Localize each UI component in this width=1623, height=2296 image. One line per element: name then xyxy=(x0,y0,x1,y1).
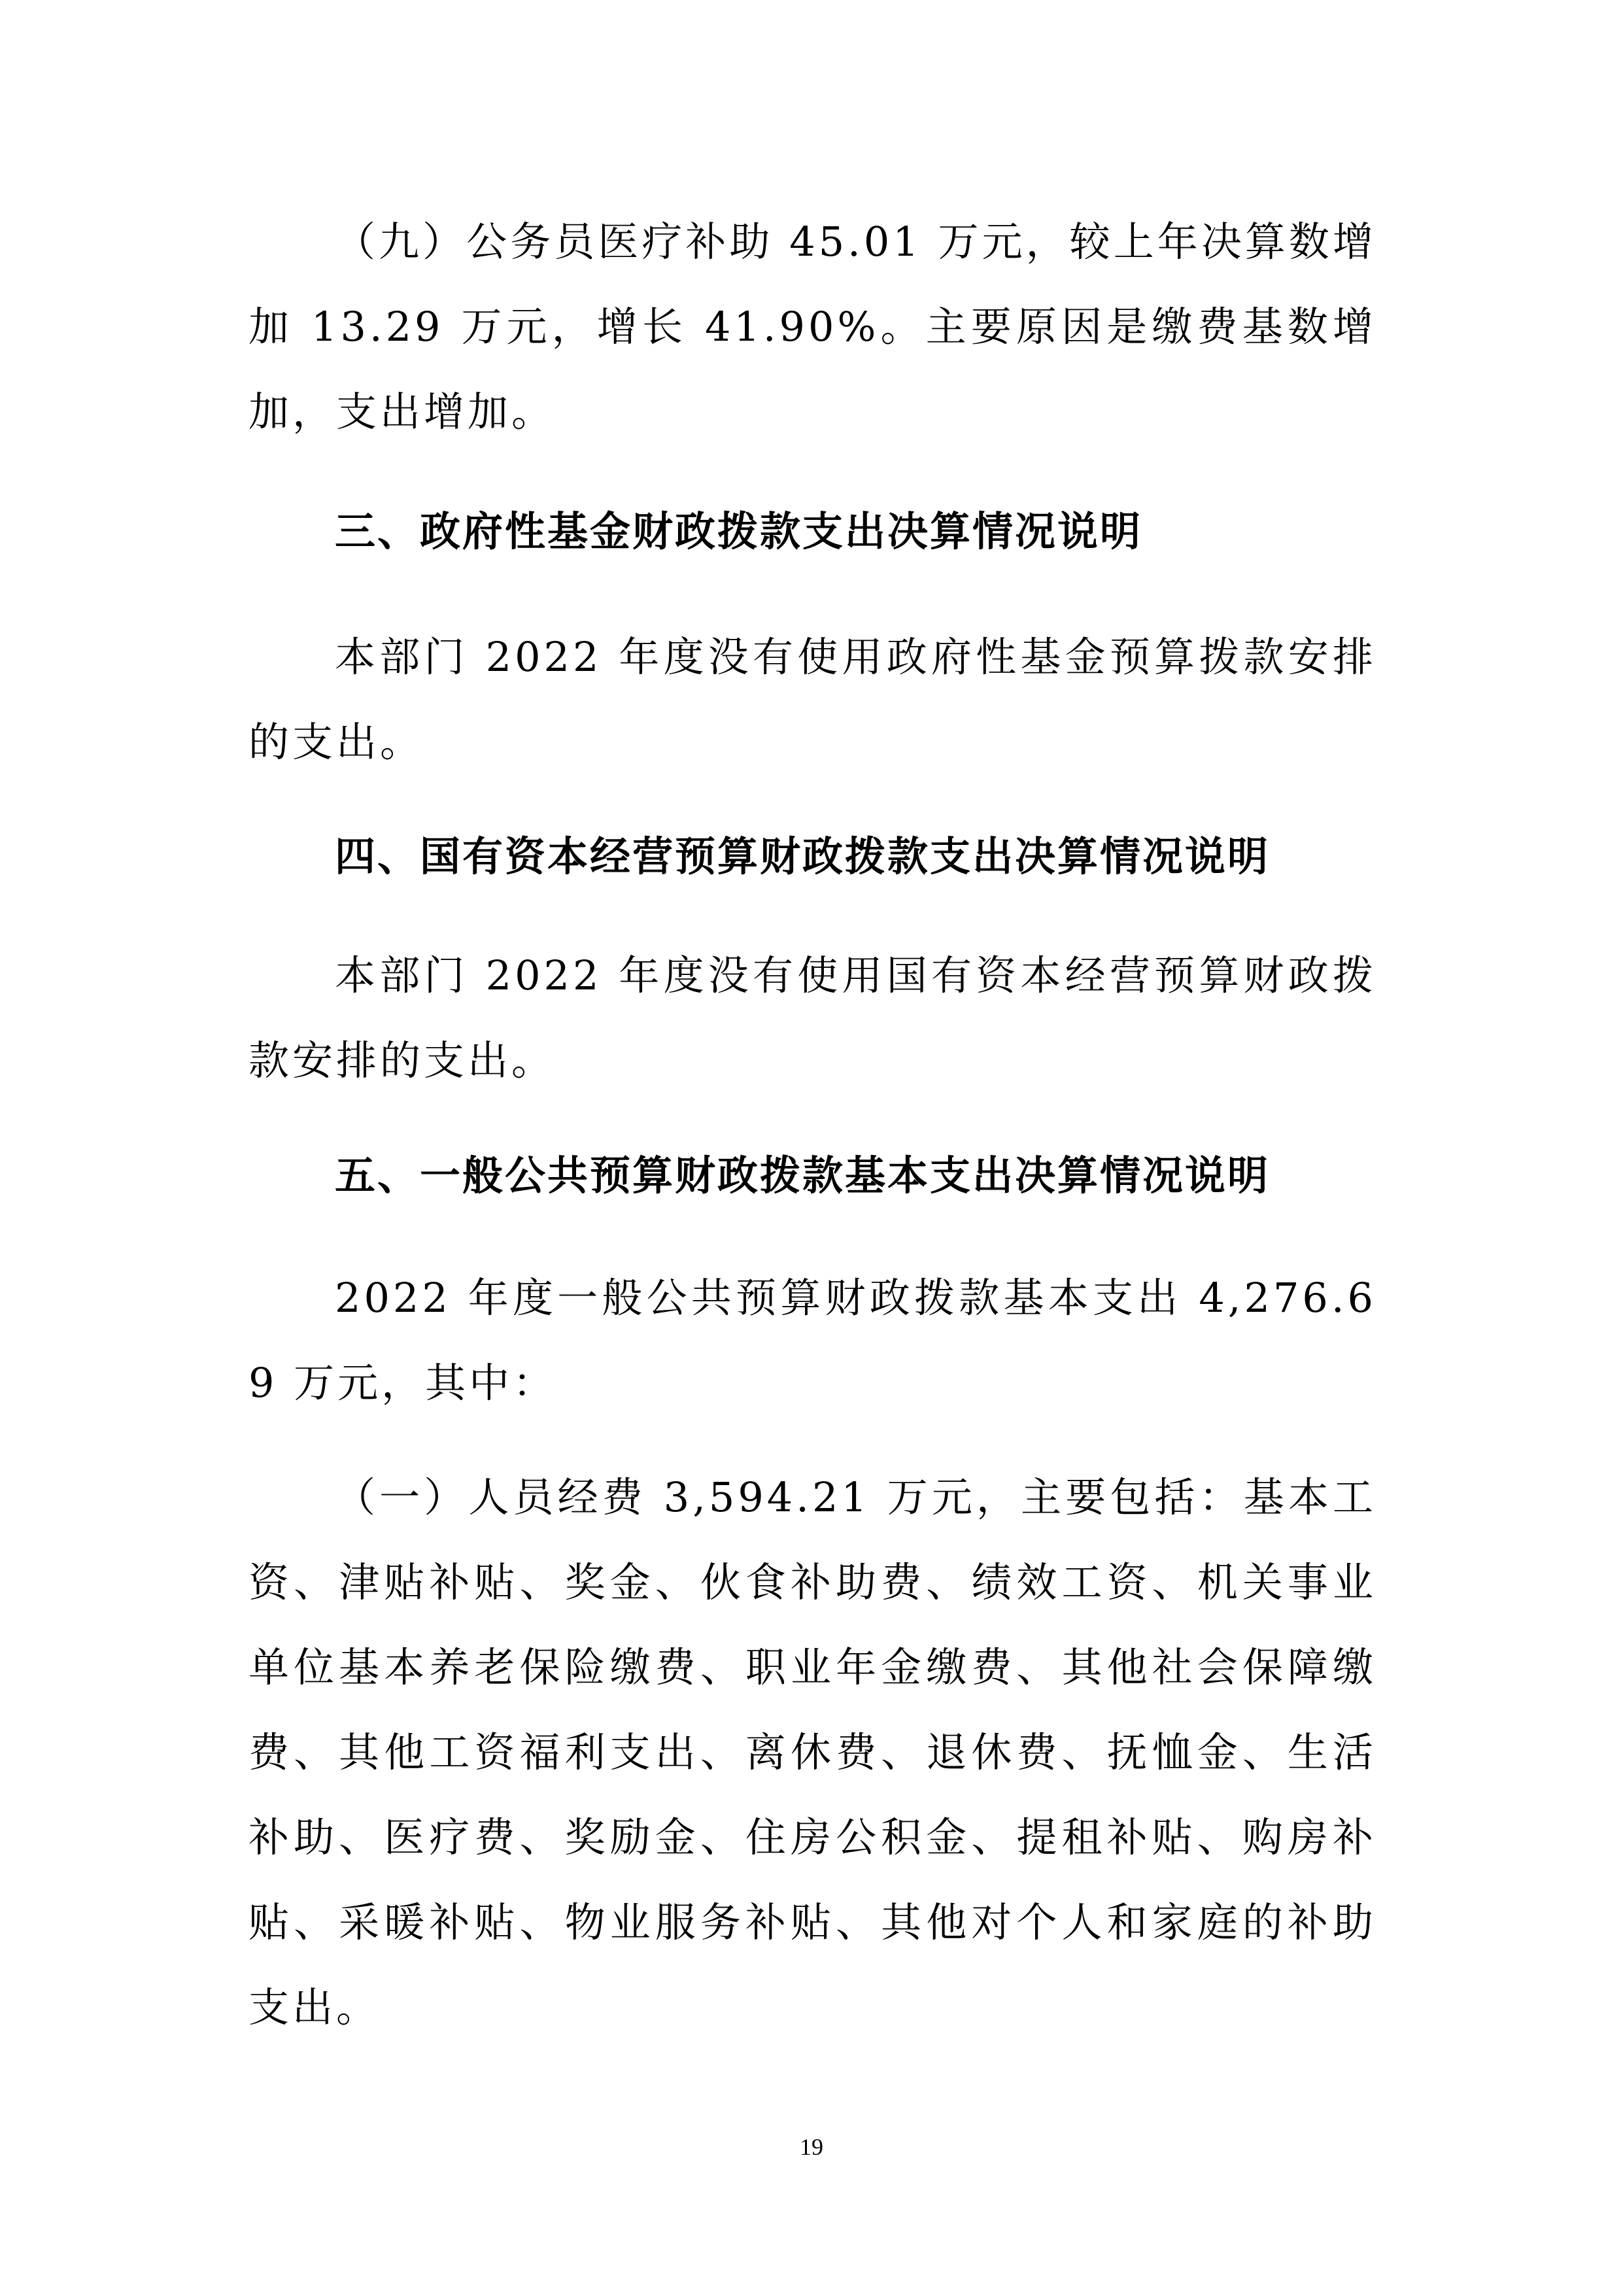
paragraph-personnel-expenses: （一）人员经费 3,594.21 万元，主要包括：基本工资、津贴补贴、奖金、伙食补助费、绩效工资、机关事业单位基本养老保险缴费、职业年金缴费、其他社会保障缴费、其他工资福利支出、离休费、退休费、抚恤金、生活补助、医疗费、奖励金、住房公积金、提租补贴、购房补贴、采暖补贴、物业服务补贴、其他对个人和家庭的补助支出。 xyxy=(248,1473,1376,2031)
page-number: 19 xyxy=(800,2134,823,2160)
paragraph-state-capital: 本部门 2022 年度没有使用国有资本经营预算财政拨款安排的支出。 xyxy=(248,951,1376,1084)
paragraph-medical-subsidy: （九）公务员医疗补助 45.01 万元，较上年决算数增加 13.29 万元，增长 41.90%。主要原因是缴费基数增加，支出增加。 xyxy=(248,218,1376,436)
heading-basic-expenditure: 五、一般公共预算财政拨款基本支出决算情况说明 xyxy=(335,1152,1271,1199)
heading-government-fund: 三、政府性基金财政拨款支出决算情况说明 xyxy=(335,507,1143,555)
paragraph-government-fund: 本部门 2022 年度没有使用政府性基金预算拨款安排的支出。 xyxy=(248,633,1376,766)
heading-state-capital: 四、国有资本经营预算财政拨款支出决算情况说明 xyxy=(335,832,1271,880)
paragraph-basic-expenditure-total: 2022 年度一般公共预算财政拨款基本支出 4,276.69 万元，其中： xyxy=(248,1274,1376,1407)
